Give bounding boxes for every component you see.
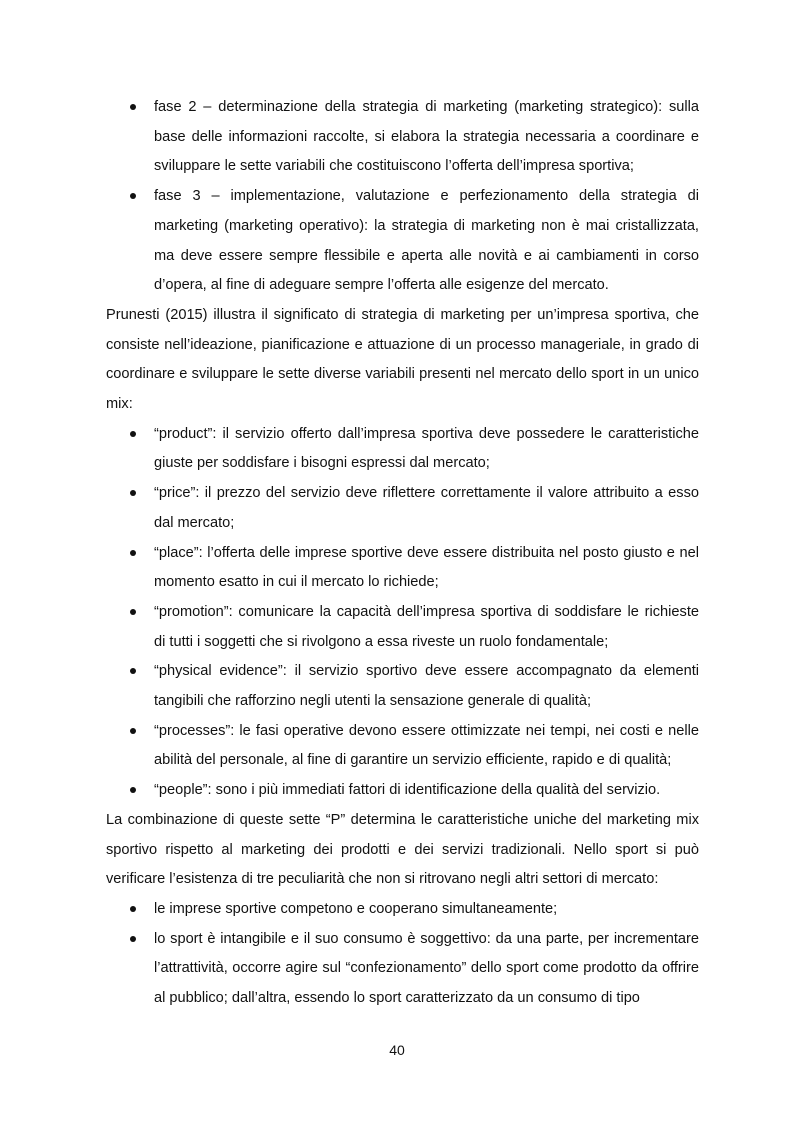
list-item <box>106 182 699 301</box>
bullet-icon <box>130 193 136 199</box>
list-item-text: “place”: l’offerta delle imprese sportive deve essere distribuita nel posto giusto e nel momento esatto in cui il mercato lo richiede; <box>154 544 699 591</box>
bullet-icon <box>130 609 136 615</box>
bullet-icon <box>130 490 136 496</box>
bullet-icon <box>130 668 136 674</box>
page-number: 40 <box>389 1042 405 1058</box>
list-item-text: lo sport è intangibile e il suo consumo è soggettivo: da una parte, per incrementare l’attrattività, occorre agire sul “confezionamento” dello sport come prodotto da offrire al pubblico; dall’altra, essendo lo sport caratterizzato da un consumo di tipo <box>154 930 699 1007</box>
list-item <box>106 925 699 1014</box>
list-item-text: “people”: sono i più immediati fattori di identificazione della qualità del servizio. <box>154 782 661 799</box>
list-item-text: “promotion”: comunicare la capacità dell’impresa sportiva di soddisfare le richieste di tutti i soggetti che si rivolgono a essa riveste un ruolo fondamentale; <box>154 603 699 650</box>
list-item-text: “price”: il prezzo del servizio deve riflettere correttamente il valore attribuito a esso dal mercato; <box>154 485 699 531</box>
list-item <box>106 539 699 598</box>
list-item-text: le imprese sportive competono e cooperano simultaneamente; <box>154 900 558 917</box>
list-item-text: “processes”: le fasi operative devono essere ottimizzate nei tempi, nei costi e nelle abilità del personale, al fine di garantire un servizio efficiente, rapido e di qualità; <box>154 722 699 769</box>
bullet-list-seven-p <box>106 420 699 806</box>
bullet-icon <box>130 936 136 942</box>
list-item-text: “physical evidence”: il servizio sportivo deve essere accompagnato da elementi tangibili che rafforzino negli utenti la sensazione generale di qualità; <box>154 663 699 710</box>
bullet-icon <box>130 104 136 110</box>
list-item-text: fase 2 – determinazione della strategia di marketing (marketing strategico): sulla base delle informazioni raccolte, si elabora la strategia necessaria a coordinare e sviluppare le sette variabili che costituiscono l’offerta dell’impresa sportiva; <box>154 99 699 175</box>
document-body <box>106 93 699 1014</box>
list-item <box>106 479 699 538</box>
bullet-icon <box>130 431 136 437</box>
list-item <box>106 93 699 182</box>
bullet-icon <box>130 550 136 556</box>
bullet-icon <box>130 906 136 912</box>
list-item <box>106 598 699 657</box>
bullet-icon <box>130 787 136 793</box>
paragraph-seven-p: La combinazione di queste sette “P” determina le caratteristiche uniche del marketing mix sportivo rispetto al marketing dei prodotti e dei servizi tradizionali. Nello sport si può verificare l’esistenza di tre peculiarità che non si ritrovano negli altri settori di mercato: <box>106 811 699 888</box>
list-item <box>106 420 699 479</box>
list-item <box>106 717 699 776</box>
bullet-list-peculiarities <box>106 895 699 1014</box>
list-item <box>106 895 699 925</box>
bullet-icon <box>130 728 136 734</box>
list-item-text: “product”: il servizio offerto dall’impresa sportiva deve possedere le caratteristiche giuste per soddisfare i bisogni espressi dal mercato; <box>154 425 699 472</box>
list-item <box>106 657 699 716</box>
list-item-text: fase 3 – implementazione, valutazione e perfezionamento della strategia di marketing (marketing operativo): la strategia di marketing non è mai cristallizzata, ma deve essere sempre flessibile e aperta alle novità e ai cambiamenti in corso d’opera, al fine di adeguare sempre l’offerta alle esigenze del mercato. <box>154 188 699 294</box>
paragraph-strategy: Prunesti (2015) illustra il significato di strategia di marketing per un’impresa sportiva, che consiste nell’ideazione, pianificazione e attuazione di un processo manageriale, in grado di coordinare e sviluppare le sette diverse variabili presenti nel mercato dello sport in un unico mix: <box>106 306 699 413</box>
list-item <box>106 776 699 806</box>
bullet-list-phases <box>106 93 699 301</box>
